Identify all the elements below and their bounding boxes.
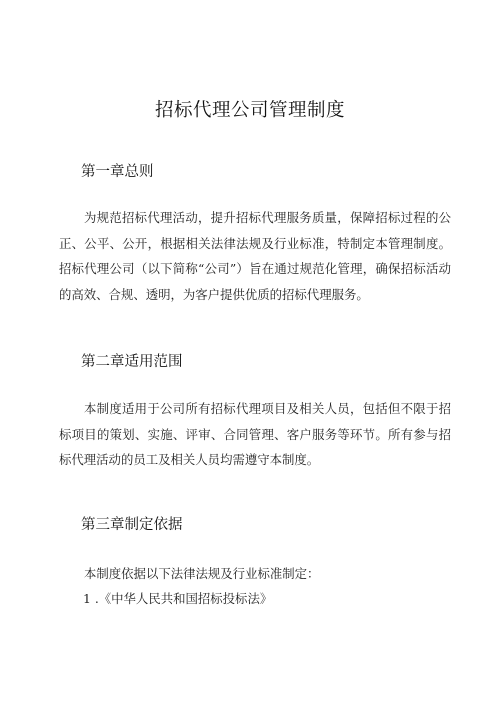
chapter-2-paragraph: 本制度适用于公司所有招标代理项目及相关人员，包括但不限于招标项目的策划、实施、评审、合同管理、客户服务等环节。所有参与招标代理活动的员工及相关人员均需遵守本制度。 (59, 401, 451, 467)
law-list-item: 1 .《中华人民共和国招标投标法》 (83, 591, 273, 606)
document-title: 招标代理公司管理制度 (154, 100, 345, 121)
chapter-3-intro: 本制度依据以下法律法规及行业标准制定： (84, 566, 320, 581)
chapter-3-heading: 第三章制定依据 (81, 517, 183, 533)
chapter-1-paragraph: 为规范招标代理活动，提升招标代理服务质量，保障招标过程的公正、公平、公开，根据相关法律法规及行业标准，特制定本管理制度。招标代理公司（以下简称“公司”）旨在通过规范化管理，确保招标活动的高效、合规、透明，为客户提供优质的招标代理服务。 (59, 210, 451, 302)
chapter-2-heading: 第二章适用范围 (81, 354, 183, 370)
chapter-1-heading: 第一章总则 (81, 164, 154, 180)
